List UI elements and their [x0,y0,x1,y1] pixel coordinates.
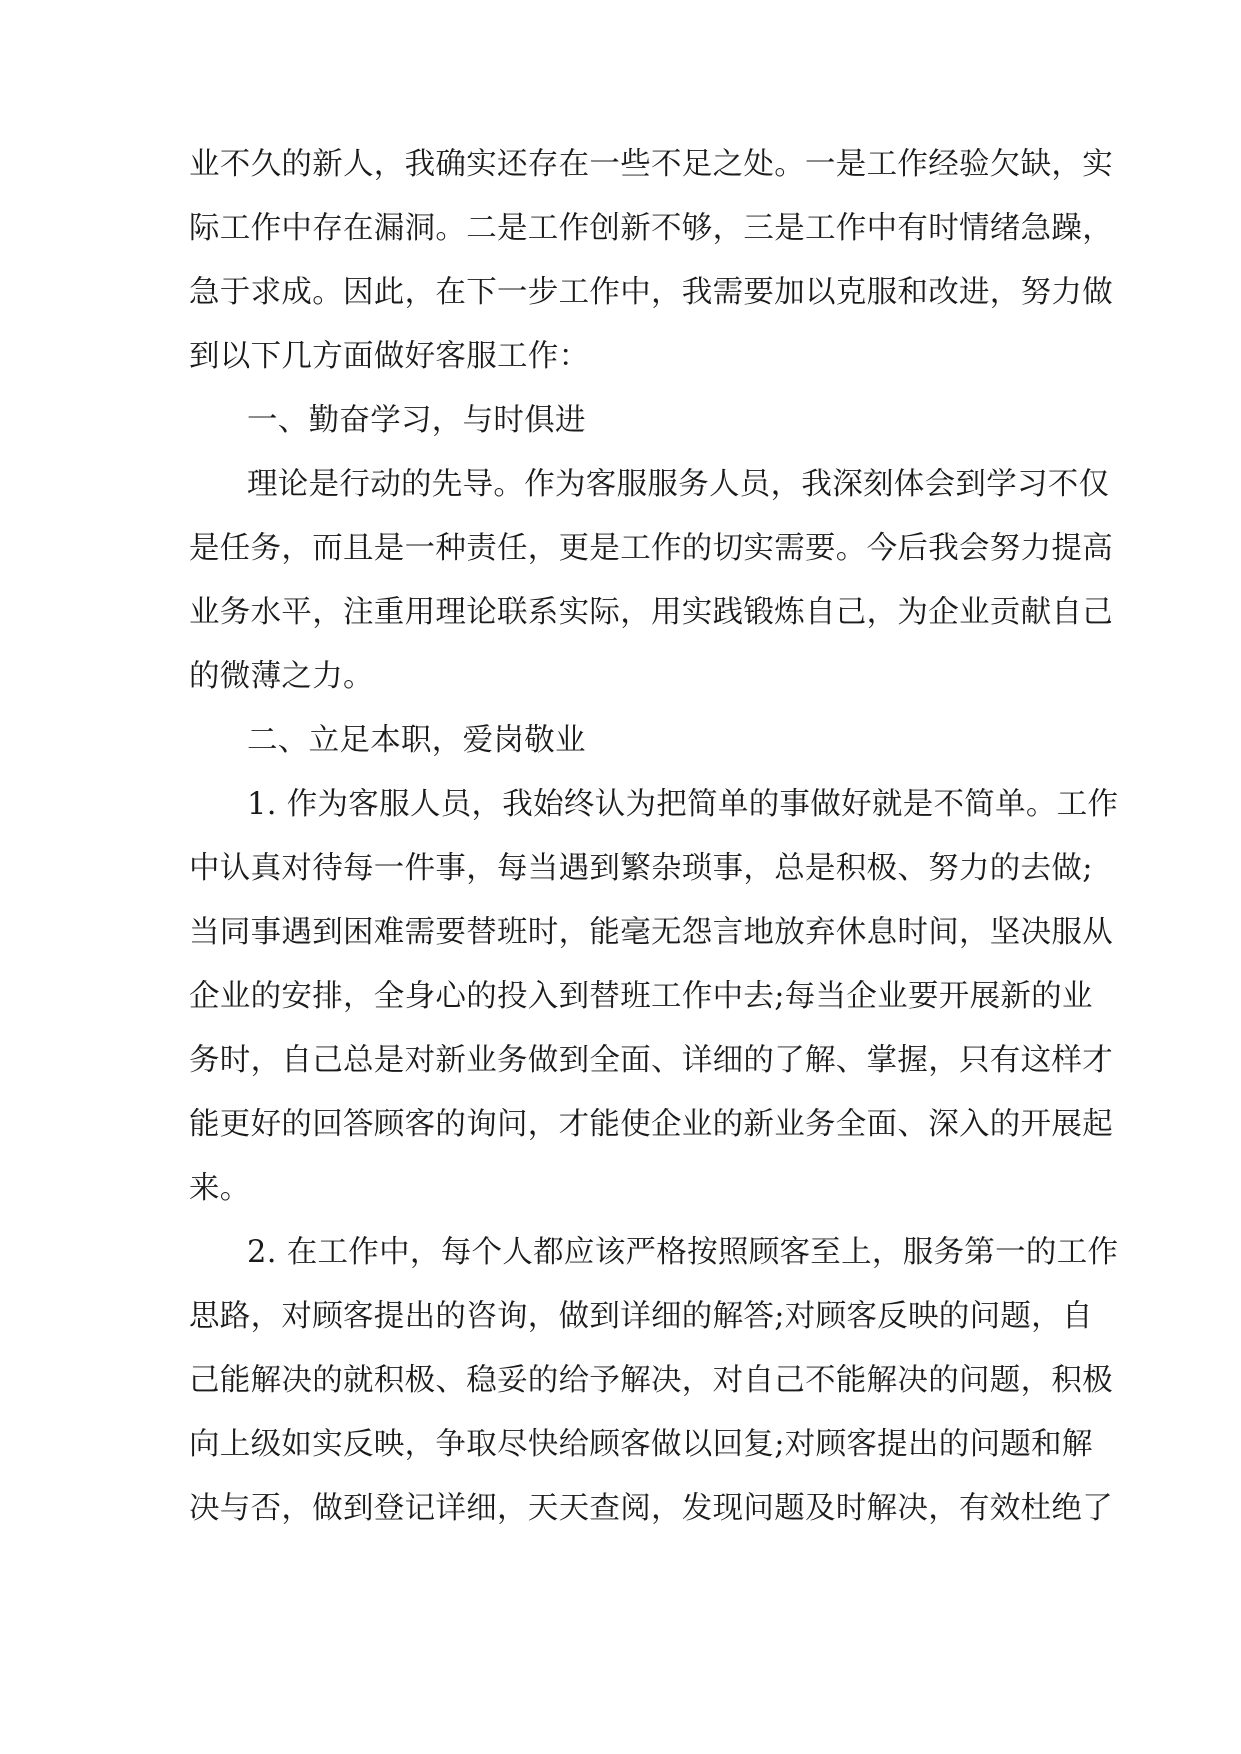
section-heading-1: 一、勤奋学习，与时俱进 [247,403,586,438]
body-text-line: 己能解决的就积极、稳妥的给予解决，对自己不能解决的问题，积极 [189,1363,1113,1398]
body-text-line: 向上级如实反映，争取尽快给顾客做以回复;对顾客提出的问题和解 [189,1427,1093,1462]
section-heading-2: 二、立足本职，爱岗敬业 [247,723,586,758]
body-text-line: 急于求成。因此，在下一步工作中，我需要加以克服和改进，努力做 [189,275,1113,310]
body-text-line: 能更好的回答顾客的询问，才能使企业的新业务全面、深入的开展起 [189,1107,1113,1142]
list-item-2-line: 2. 在工作中，每个人都应该严格按照顾客至上，服务第一的工作 [247,1235,1119,1270]
body-text-line: 来。 [189,1171,251,1206]
body-text-line: 业不久的新人，我确实还存在一些不足之处。一是工作经验欠缺，实 [189,147,1113,182]
body-text-line: 务时，自己总是对新业务做到全面、详细的了解、掌握，只有这样才 [189,1043,1113,1078]
body-text-line: 企业的安排，全身心的投入到替班工作中去;每当企业要开展新的业 [189,979,1093,1014]
body-text-line: 思路，对顾客提出的咨询，做到详细的解答;对顾客反映的问题，自 [189,1299,1093,1334]
body-text-line: 决与否，做到登记详细，天天查阅，发现问题及时解决，有效杜绝了 [189,1491,1113,1526]
body-text-line: 到以下几方面做好客服工作： [189,339,590,374]
list-item-1-line: 1. 作为客服人员，我始终认为把简单的事做好就是不简单。工作 [247,787,1119,822]
body-text-line: 的微薄之力。 [189,659,374,694]
body-text-line: 是任务，而且是一种责任，更是工作的切实需要。今后我会努力提高 [189,531,1113,566]
body-text-line: 业务水平，注重用理论联系实际，用实践锻炼自己，为企业贡献自己 [189,595,1113,630]
body-text-line: 理论是行动的先导。作为客服服务人员，我深刻体会到学习不仅 [247,467,1110,502]
body-text-line: 际工作中存在漏洞。二是工作创新不够，三是工作中有时情绪急躁， [189,211,1113,246]
body-text-line: 当同事遇到困难需要替班时，能毫无怨言地放弃休息时间，坚决服从 [189,915,1113,950]
body-text-line: 中认真对待每一件事，每当遇到繁杂琐事，总是积极、努力的去做; [189,851,1093,886]
